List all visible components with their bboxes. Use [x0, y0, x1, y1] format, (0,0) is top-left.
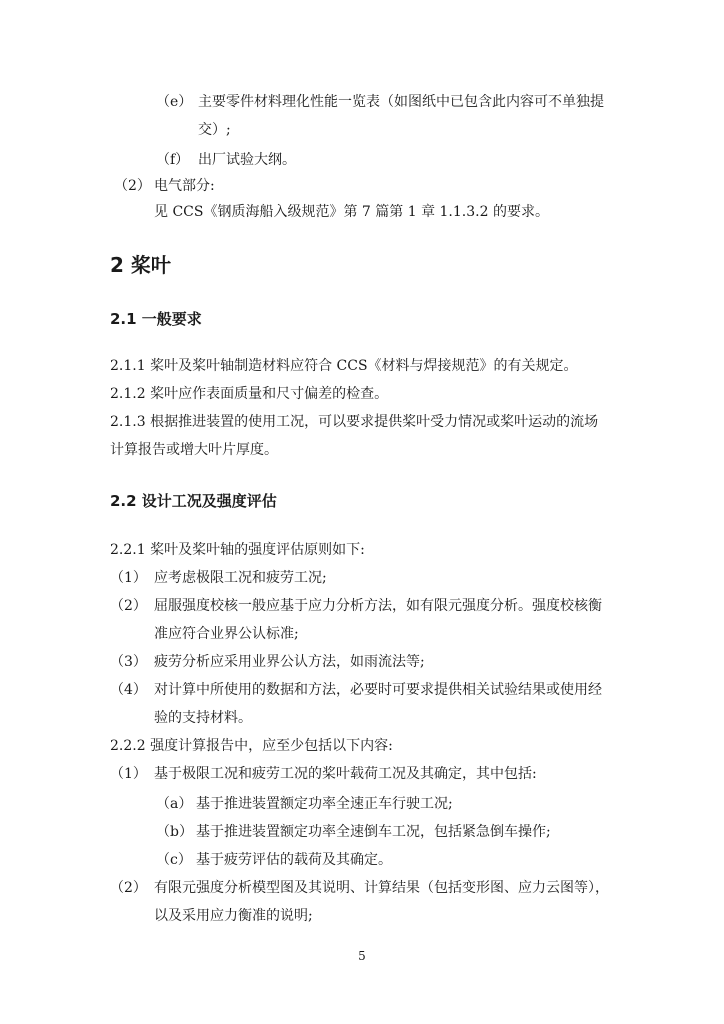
- list-item-f: [156, 150, 296, 170]
- item-label: （b）: [156, 824, 193, 840]
- item-text: 基于推进装置额定功率全速倒车工况，包括紧急倒车操作;: [196, 824, 551, 840]
- list-item-2-2-1-2-continued: 准应符合业界公认标准;: [154, 626, 299, 642]
- item-label: （c）: [156, 852, 192, 868]
- paragraph-2-1-1: 2.1.1 桨叶及桨叶轴制造材料应符合 CCS《材料与焊接规范》的有关规定。: [110, 358, 578, 374]
- item-label: （a）: [156, 796, 193, 812]
- item-label: （1）: [110, 570, 147, 586]
- list-item-2-2-2-1-b: [156, 822, 551, 842]
- electrical-reference: 见 CCS《钢质海船入级规范》第 7 篇第 1 章 1.1.3.2 的要求。: [154, 204, 549, 220]
- item-text: 基于极限工况和疲劳工况的桨叶载荷工况及其确定，其中包括:: [154, 766, 537, 782]
- paragraph-2-1-3: 2.1.3 根据推进装置的使用工况，可以要求提供桨叶受力情况或桨叶运动的流场: [110, 414, 599, 430]
- list-item-2-2-2-2-continued: 以及采用应力衡准的说明;: [154, 908, 313, 924]
- section-2-2-heading: 2.2 设计工况及强度评估: [110, 492, 277, 510]
- list-item-electrical: [114, 176, 215, 196]
- item-label: （2）: [114, 178, 151, 194]
- item-label: （4）: [110, 682, 147, 698]
- list-item-2-2-2-1-a: [156, 794, 453, 814]
- item-text: 出厂试验大纲。: [198, 152, 296, 168]
- list-item-2-2-1-4: [110, 680, 602, 700]
- item-label: （e）: [156, 94, 193, 110]
- item-label: （2）: [110, 598, 147, 614]
- item-label: （f）: [156, 152, 190, 168]
- item-text: 疲劳分析应采用业界公认方法，如雨流法等;: [154, 654, 425, 670]
- list-item-e: [156, 92, 604, 112]
- list-item-2-2-1-3: [110, 652, 425, 672]
- item-text: 对计算中所使用的数据和方法，必要时可要求提供相关试验结果或使用经: [154, 682, 602, 698]
- item-text: 应考虑极限工况和疲劳工况;: [154, 570, 327, 586]
- paragraph-2-2-2: 2.2.2 强度计算报告中，应至少包括以下内容:: [110, 738, 393, 754]
- list-item-2-2-2-2: [110, 878, 609, 898]
- paragraph-2-2-1: 2.2.1 桨叶及桨叶轴的强度评估原则如下:: [110, 542, 365, 558]
- list-item-2-2-2-1-c: [156, 850, 392, 870]
- section-2-heading: 2 桨叶: [110, 253, 171, 277]
- item-text: 主要零件材料理化性能一览表（如图纸中已包含此内容可不单独提: [198, 94, 604, 110]
- section-2-1-heading: 2.1 一般要求: [110, 310, 202, 328]
- item-text: 基于疲劳评估的载荷及其确定。: [196, 852, 392, 868]
- item-label: （3）: [110, 654, 147, 670]
- list-item-2-2-1-4-continued: 验的支持材料。: [154, 710, 252, 726]
- item-text: 电气部分:: [154, 178, 215, 194]
- list-item-2-2-1-2: [110, 596, 602, 616]
- item-text: 有限元强度分析模型图及其说明、计算结果（包括变形图、应力云图等），: [154, 880, 609, 896]
- list-item-2-2-1-1: [110, 568, 327, 588]
- paragraph-2-1-3-continued: 计算报告或增大叶片厚度。: [110, 442, 278, 458]
- paragraph-2-1-2: 2.1.2 桨叶应作表面质量和尺寸偏差的检查。: [110, 386, 389, 402]
- item-text: 屈服强度校核一般应基于应力分析方法，如有限元强度分析。强度校核衡: [154, 598, 602, 614]
- page-number: 5: [358, 949, 366, 963]
- list-item-e-continued: 交）;: [198, 122, 231, 138]
- list-item-2-2-2-1: [110, 764, 537, 784]
- item-label: （2）: [110, 880, 147, 896]
- item-text: 基于推进装置额定功率全速正车行驶工况;: [196, 796, 453, 812]
- item-label: （1）: [110, 766, 147, 782]
